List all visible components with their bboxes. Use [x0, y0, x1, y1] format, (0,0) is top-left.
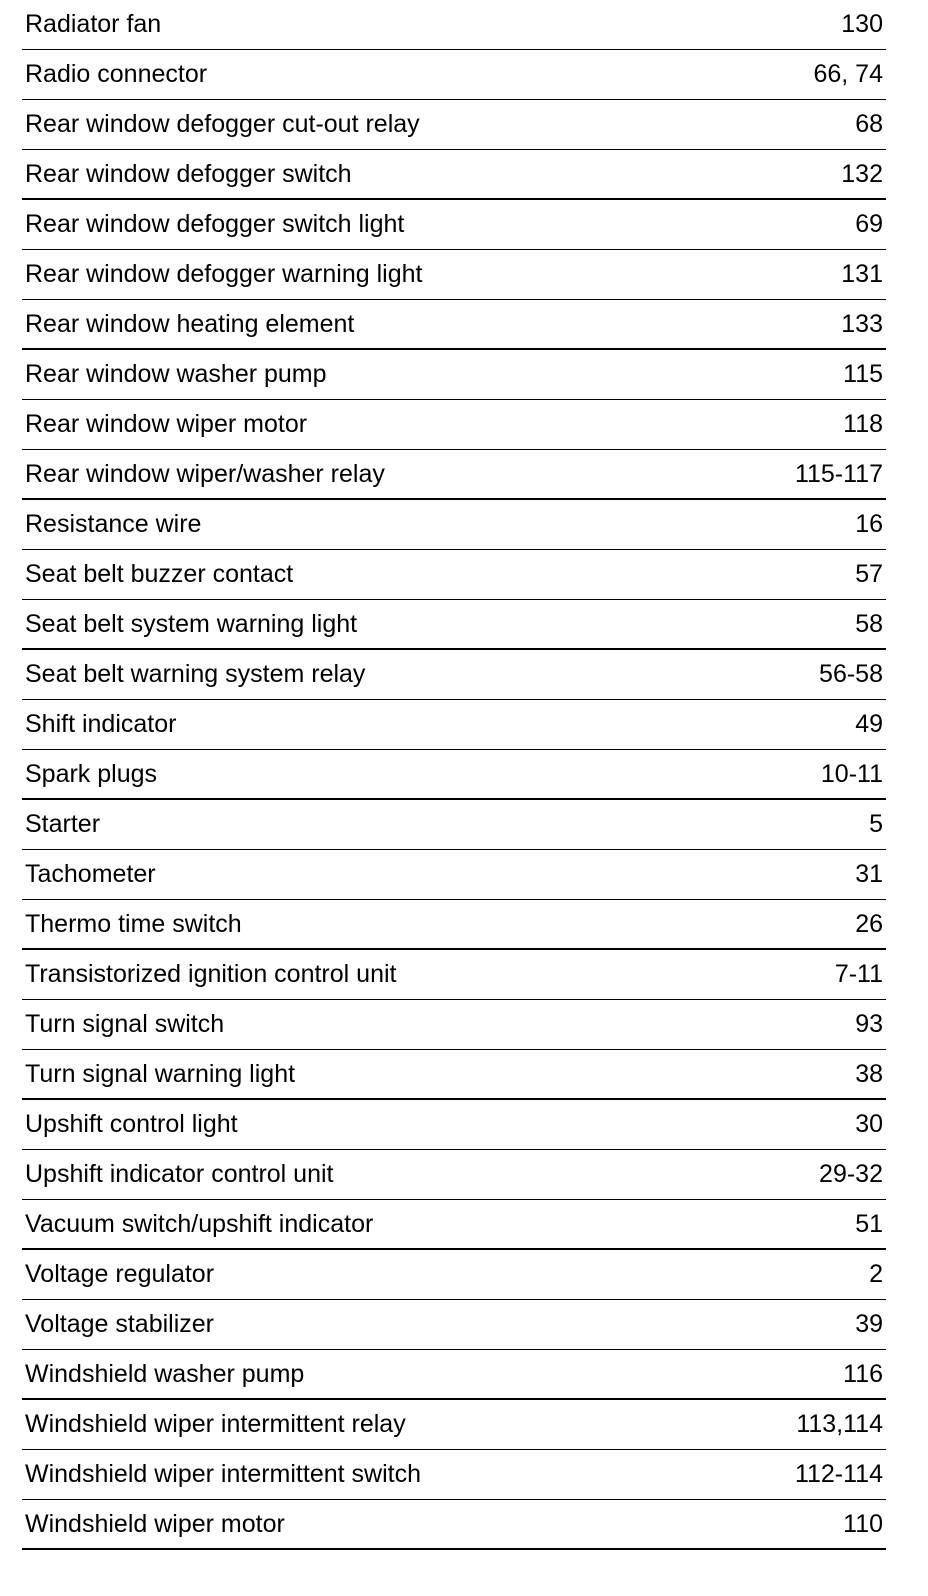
component-name: Tachometer	[25, 860, 156, 888]
component-name: Resistance wire	[25, 510, 202, 538]
page-reference: 118	[843, 410, 883, 438]
component-name: Windshield washer pump	[25, 1359, 305, 1388]
component-name: Rear window heating element	[25, 309, 355, 338]
component-name: Spark plugs	[25, 759, 158, 788]
index-row	[22, 300, 886, 350]
page-reference: 112-114	[794, 1460, 883, 1488]
component-name: Radiator fan	[25, 10, 162, 38]
index-row	[22, 0, 886, 50]
component-name: Shift indicator	[25, 710, 177, 738]
component-name: Upshift indicator control unit	[25, 1160, 334, 1188]
page-reference: 131	[841, 260, 883, 288]
index-row	[22, 850, 886, 900]
component-name: Upshift control light	[25, 1110, 238, 1138]
component-name: Rear window washer pump	[25, 360, 327, 388]
index-row	[22, 500, 886, 550]
page-reference: 110	[843, 1509, 883, 1538]
page-reference: 58	[855, 609, 883, 638]
component-name: Transistorized ignition control unit	[25, 960, 397, 988]
index-row	[22, 100, 886, 150]
index-row	[22, 1050, 886, 1100]
index-row	[22, 350, 886, 400]
component-name: Voltage stabilizer	[25, 1310, 215, 1338]
page-reference: 39	[855, 1310, 883, 1338]
component-name: Seat belt system warning light	[25, 609, 358, 638]
page-reference: 57	[855, 560, 883, 588]
index-row	[22, 1100, 886, 1150]
index-row	[22, 1450, 886, 1500]
index-row	[22, 650, 886, 700]
page-reference: 30	[855, 1110, 883, 1138]
index-row	[22, 950, 886, 1000]
index-row	[22, 400, 886, 450]
page-reference: 115	[843, 360, 883, 388]
index-row	[22, 1150, 886, 1200]
index-row	[22, 700, 886, 750]
page-reference: 133	[841, 309, 883, 338]
component-name: Rear window wiper motor	[25, 410, 308, 438]
component-index-table	[22, 0, 886, 1550]
page-reference: 7-11	[834, 960, 883, 988]
page-reference: 51	[855, 1209, 883, 1238]
component-name: Turn signal switch	[25, 1010, 225, 1038]
page-reference: 49	[855, 710, 883, 738]
index-row	[22, 150, 886, 200]
page-reference: 10-11	[820, 759, 883, 788]
page-reference: 26	[855, 909, 883, 938]
index-row	[22, 1250, 886, 1300]
index-row	[22, 750, 886, 800]
index-row	[22, 900, 886, 950]
page-reference: 56-58	[819, 660, 883, 688]
component-name: Thermo time switch	[25, 909, 242, 938]
index-row	[22, 1500, 886, 1550]
index-row	[22, 1300, 886, 1350]
index-row	[22, 600, 886, 650]
index-row	[22, 1000, 886, 1050]
component-name: Windshield wiper intermittent relay	[25, 1410, 406, 1438]
component-name: Rear window defogger switch	[25, 159, 352, 188]
index-row	[22, 550, 886, 600]
index-row	[22, 800, 886, 850]
component-name: Turn signal warning light	[25, 1059, 296, 1088]
page-reference: 69	[855, 210, 883, 238]
page-reference: 16	[855, 510, 883, 538]
component-name: Seat belt buzzer contact	[25, 560, 294, 588]
component-name: Windshield wiper motor	[25, 1509, 285, 1538]
page-reference: 5	[869, 810, 883, 838]
index-row	[22, 1400, 886, 1450]
index-row	[22, 450, 886, 500]
index-row	[22, 1200, 886, 1250]
page-reference: 66, 74	[813, 60, 883, 88]
component-name: Seat belt warning system relay	[25, 660, 366, 688]
page-reference: 68	[855, 110, 883, 138]
index-row	[22, 200, 886, 250]
component-name: Rear window defogger switch light	[25, 210, 405, 238]
index-row	[22, 50, 886, 100]
page-reference: 130	[841, 10, 883, 38]
component-name: Windshield wiper intermittent switch	[25, 1460, 421, 1488]
page-reference: 113,114	[796, 1410, 883, 1438]
page-reference: 116	[843, 1359, 883, 1388]
page-reference: 115-117	[794, 459, 883, 488]
page-reference: 38	[855, 1059, 883, 1088]
component-name: Rear window defogger cut-out relay	[25, 110, 420, 138]
page-reference: 2	[869, 1260, 883, 1288]
index-row	[22, 1350, 886, 1400]
component-name: Rear window defogger warning light	[25, 260, 423, 288]
page-reference: 132	[841, 159, 883, 188]
index-row	[22, 250, 886, 300]
page-reference: 93	[855, 1010, 883, 1038]
component-name: Radio connector	[25, 60, 208, 88]
component-name: Vacuum switch/upshift indicator	[25, 1209, 374, 1238]
component-name: Rear window wiper/washer relay	[25, 459, 385, 488]
component-name: Starter	[25, 810, 101, 838]
page-reference: 31	[855, 860, 883, 888]
component-name: Voltage regulator	[25, 1260, 215, 1288]
page-reference: 29-32	[819, 1160, 883, 1188]
